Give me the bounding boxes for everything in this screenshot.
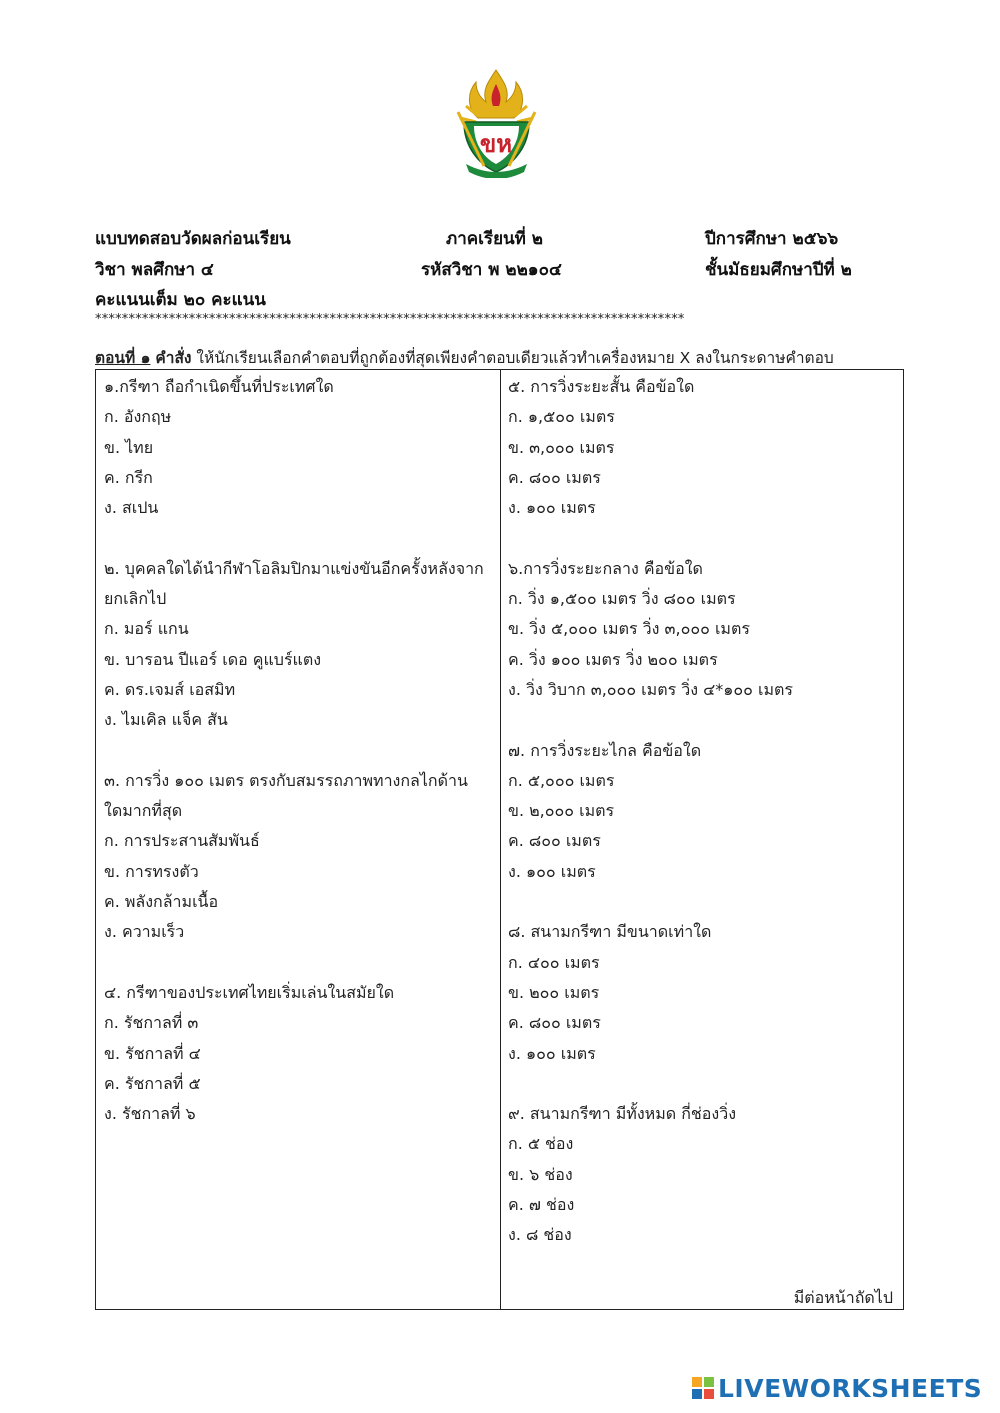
question-line: ก. ๑,๕๐๐ เมตร	[508, 407, 615, 427]
blank-line	[104, 523, 496, 553]
question-line: ค. ดร.เจมส์ เอสมิท	[104, 679, 236, 699]
question-line: ค. ๘๐๐ เมตร	[508, 831, 601, 851]
question-line: ข. ๒๐๐ เมตร	[508, 982, 600, 1002]
question-line: ข. ๓,๐๐๐ เมตร	[508, 437, 615, 457]
question-line: ค. ๗ ช่อง	[508, 1195, 575, 1215]
question-line: ๕. การวิ่งระยะสั้น คือข้อใด	[508, 377, 695, 396]
question-line: ง. ๑๐๐ เมตร	[508, 498, 596, 518]
subject-label: วิชา พลศึกษา ๔	[95, 260, 214, 280]
left-column	[104, 372, 496, 1129]
question-line: ค. รัชกาลที่ ๕	[104, 1073, 201, 1093]
question-line: ก. ๕,๐๐๐ เมตร	[508, 770, 615, 790]
question-line: ง. วิ่ง วิบาก ๓,๐๐๐ เมตร วิ่ง ๔*๑๐๐ เมตร	[508, 679, 794, 699]
question-line: ข. ๒,๐๐๐ เมตร	[508, 801, 615, 821]
continue-note: มีต่อหน้าถัดไป	[793, 1288, 893, 1307]
question-line: ง. รัชกาลที่ ๖	[104, 1104, 196, 1124]
question-line: ข. บารอน ปีแอร์ เดอ คูแบร์แตง	[104, 649, 322, 669]
column-divider	[500, 369, 501, 1310]
question-line: ง. ๑๐๐ เมตร	[508, 861, 596, 881]
question-line: ข. ๖ ช่อง	[508, 1164, 573, 1184]
school-emblem-logo	[444, 66, 549, 178]
separator-line: ****************************************************************************************	[95, 312, 685, 327]
question-line: ๔. กรีฑาของประเทศไทยเริ่มเล่นในสมัยใด	[104, 982, 395, 1002]
question-line: ง. ๘ ช่อง	[508, 1225, 572, 1245]
blank-line	[508, 523, 898, 553]
svg-text:ขห: ขห	[479, 129, 513, 158]
instruction-text: ให้นักเรียนเลือกคำตอบที่ถูกต้องที่สุดเพียงคำตอบเดียวแล้วทำเครื่องหมาย X ลงในกระดาษคำตอบ	[196, 349, 834, 367]
question-line: ค. วิ่ง ๑๐๐ เมตร วิ่ง ๒๐๐ เมตร	[508, 649, 718, 669]
question-line: ค. พลังกล้ามเนื้อ	[104, 892, 219, 912]
question-line: ง. ๑๐๐ เมตร	[508, 1043, 596, 1063]
question-line: ก. มอร์ แกน	[104, 619, 189, 639]
question-line: ก. การประสานสัมพันธ์	[104, 831, 260, 851]
liveworksheets-logo	[692, 1373, 982, 1403]
question-line: ข. การทรงตัว	[104, 861, 199, 881]
question-line: ก. ๕ ช่อง	[508, 1134, 574, 1154]
question-line: ๖.การวิ่งระยะกลาง คือข้อใด	[508, 558, 703, 578]
right-column	[508, 372, 898, 1251]
grade-level: ชั้นมัธยมศึกษาปีที่ ๒	[705, 260, 852, 280]
blank-line	[104, 736, 496, 766]
instruction	[95, 345, 834, 370]
question-line: ข. วิ่ง ๕,๐๐๐ เมตร วิ่ง ๓,๐๐๐ เมตร	[508, 619, 750, 639]
subject-code: รหัสวิชา พ ๒๒๑๐๔	[421, 260, 562, 280]
question-line: ๘. สนามกรีฑา มีขนาดเท่าใด	[508, 922, 712, 942]
question-line: ก. วิ่ง ๑,๕๐๐ เมตร วิ่ง ๘๐๐ เมตร	[508, 589, 736, 609]
question-line: ใดมากที่สุด	[104, 801, 183, 821]
blank-line	[508, 705, 898, 735]
liveworksheets-icon	[692, 1377, 714, 1399]
part-label: ตอนที่ ๑	[95, 349, 151, 367]
question-line: ๓. การวิ่ง ๑๐๐ เมตร ตรงกับสมรรถภาพทางกลไกด้าน	[104, 770, 468, 790]
liveworksheets-wordmark: LIVEWORKSHEETS	[718, 1373, 983, 1403]
academic-year: ปีการศึกษา ๒๕๖๖	[705, 229, 839, 249]
question-line: ข. รัชกาลที่ ๔	[104, 1043, 201, 1063]
instruction-label: คำสั่ง	[155, 349, 192, 367]
question-line: ก. อังกฤษ	[104, 407, 172, 427]
blank-line	[508, 887, 898, 917]
question-line: ง. ไมเคิล แจ็ค สัน	[104, 710, 228, 730]
full-score: คะแนนเต็ม ๒๐ คะแนน	[95, 290, 266, 310]
term-label: ภาคเรียนที่ ๒	[446, 229, 543, 249]
question-line: ค. กรีก	[104, 467, 153, 487]
question-line: ยกเลิกไป	[104, 589, 167, 609]
blank-line	[508, 1069, 898, 1099]
question-line: ง. ความเร็ว	[104, 922, 185, 942]
question-line: ก. รัชกาลที่ ๓	[104, 1013, 199, 1033]
test-title: แบบทดสอบวัดผลก่อนเรียน	[95, 229, 291, 249]
blank-line	[104, 948, 496, 978]
question-line: ง. สเปน	[104, 498, 159, 518]
question-line: ๒. บุคคลใดได้นำกีฬาโอลิมปิกมาแข่งขันอีกครั้งหลังจาก	[104, 558, 484, 578]
question-line: ๗. การวิ่งระยะไกล คือข้อใด	[508, 740, 702, 760]
question-line: ค. ๘๐๐ เมตร	[508, 1013, 601, 1033]
question-line: ๑.กรีฑา ถือกำเนิดขึ้นที่ประเทศใด	[104, 377, 334, 396]
question-line: ๙. สนามกรีฑา มีทั้งหมด กี่ช่องวิ่ง	[508, 1104, 736, 1124]
question-line: ข. ไทย	[104, 437, 154, 457]
question-line: ก. ๔๐๐ เมตร	[508, 952, 600, 972]
question-line: ค. ๘๐๐ เมตร	[508, 467, 601, 487]
